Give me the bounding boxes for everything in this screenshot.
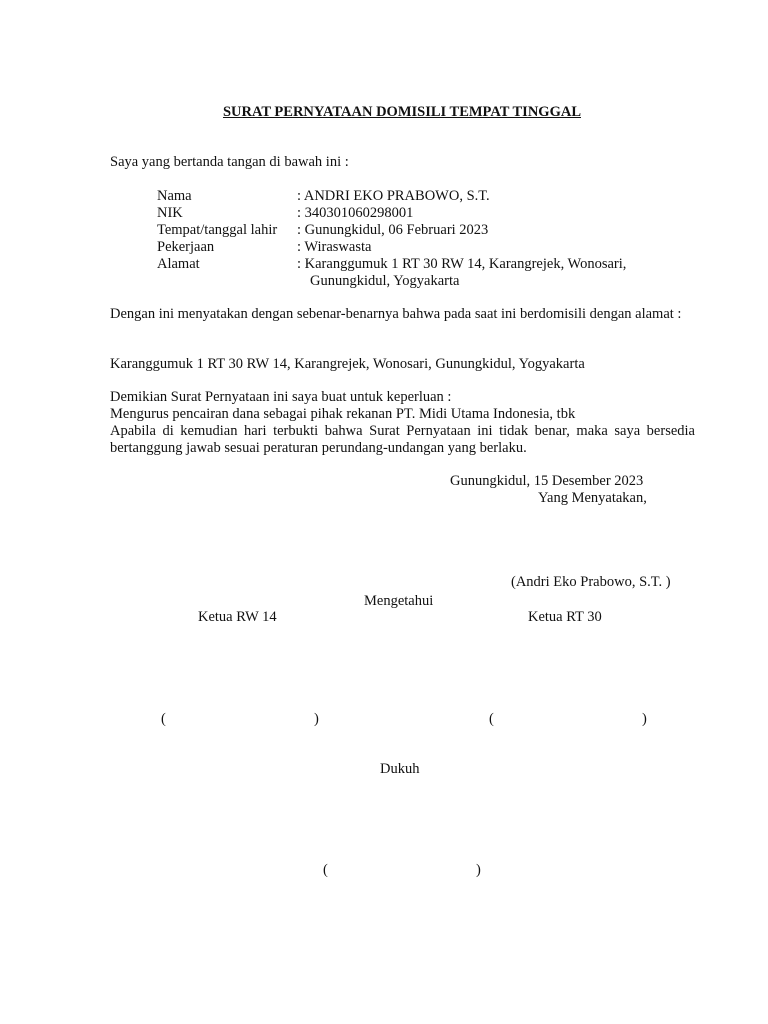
field-value-alamat: : Karanggumuk 1 RT 30 RW 14, Karangrejek, Wonosari, — [297, 256, 627, 272]
purpose-line: Mengurus pencairan dana sebagai pihak rekanan PT. Midi Utama Indonesia, tbk — [110, 406, 576, 422]
rt-close-paren: ) — [642, 711, 647, 727]
statement-paragraph: Dengan ini menyatakan dengan sebenar-benarnya bahwa pada saat ini berdomisili dengan alamat : — [110, 306, 682, 322]
purpose-intro: Demikian Surat Pernyataan ini saya buat untuk keperluan : — [110, 389, 452, 405]
rw-close-paren: ) — [314, 711, 319, 727]
declarant-name: (Andri Eko Prabowo, S.T. ) — [511, 574, 671, 590]
field-label-pekerjaan: Pekerjaan — [157, 239, 215, 255]
field-label-alamat: Alamat — [157, 256, 200, 272]
field-value-alamat-cont: Gunungkidul, Yogyakarta — [310, 273, 460, 289]
declarant-label: Yang Menyatakan, — [538, 490, 647, 506]
dukuh-label: Dukuh — [380, 761, 420, 777]
place-date: Gunungkidul, 15 Desember 2023 — [450, 473, 644, 489]
field-value-ttl: : Gunungkidul, 06 Februari 2023 — [297, 222, 489, 238]
dukuh-open-paren: ( — [323, 862, 328, 878]
rt-label: Ketua RT 30 — [528, 609, 602, 625]
rw-open-paren: ( — [161, 711, 166, 727]
address-line: Karanggumuk 1 RT 30 RW 14, Karangrejek, Wonosari, Gunungkidul, Yogyakarta — [110, 356, 585, 372]
rw-label: Ketua RW 14 — [198, 609, 277, 625]
field-value-pekerjaan: : Wiraswasta — [297, 239, 372, 255]
acknowledged-label: Mengetahui — [364, 593, 434, 609]
field-label-nama: Nama — [157, 188, 192, 204]
field-value-nama: : ANDRI EKO PRABOWO, S.T. — [297, 188, 490, 204]
document-title: SURAT PERNYATAAN DOMISILI TEMPAT TINGGAL — [222, 104, 581, 120]
field-value-nik: : 340301060298001 — [297, 205, 414, 221]
dukuh-close-paren: ) — [476, 862, 481, 878]
field-label-nik: NIK — [157, 205, 183, 221]
closing-paragraph: Apabila di kemudian hari terbukti bahwa Surat Pernyataan ini tidak benar, maka saya bersedia bertanggung jawab sesuai peraturan perundang-undangan yang berlaku. — [110, 423, 695, 456]
rt-open-paren: ( — [489, 711, 494, 727]
field-label-ttl: Tempat/tanggal lahir — [157, 222, 278, 238]
intro-text: Saya yang bertanda tangan di bawah ini : — [110, 154, 349, 170]
